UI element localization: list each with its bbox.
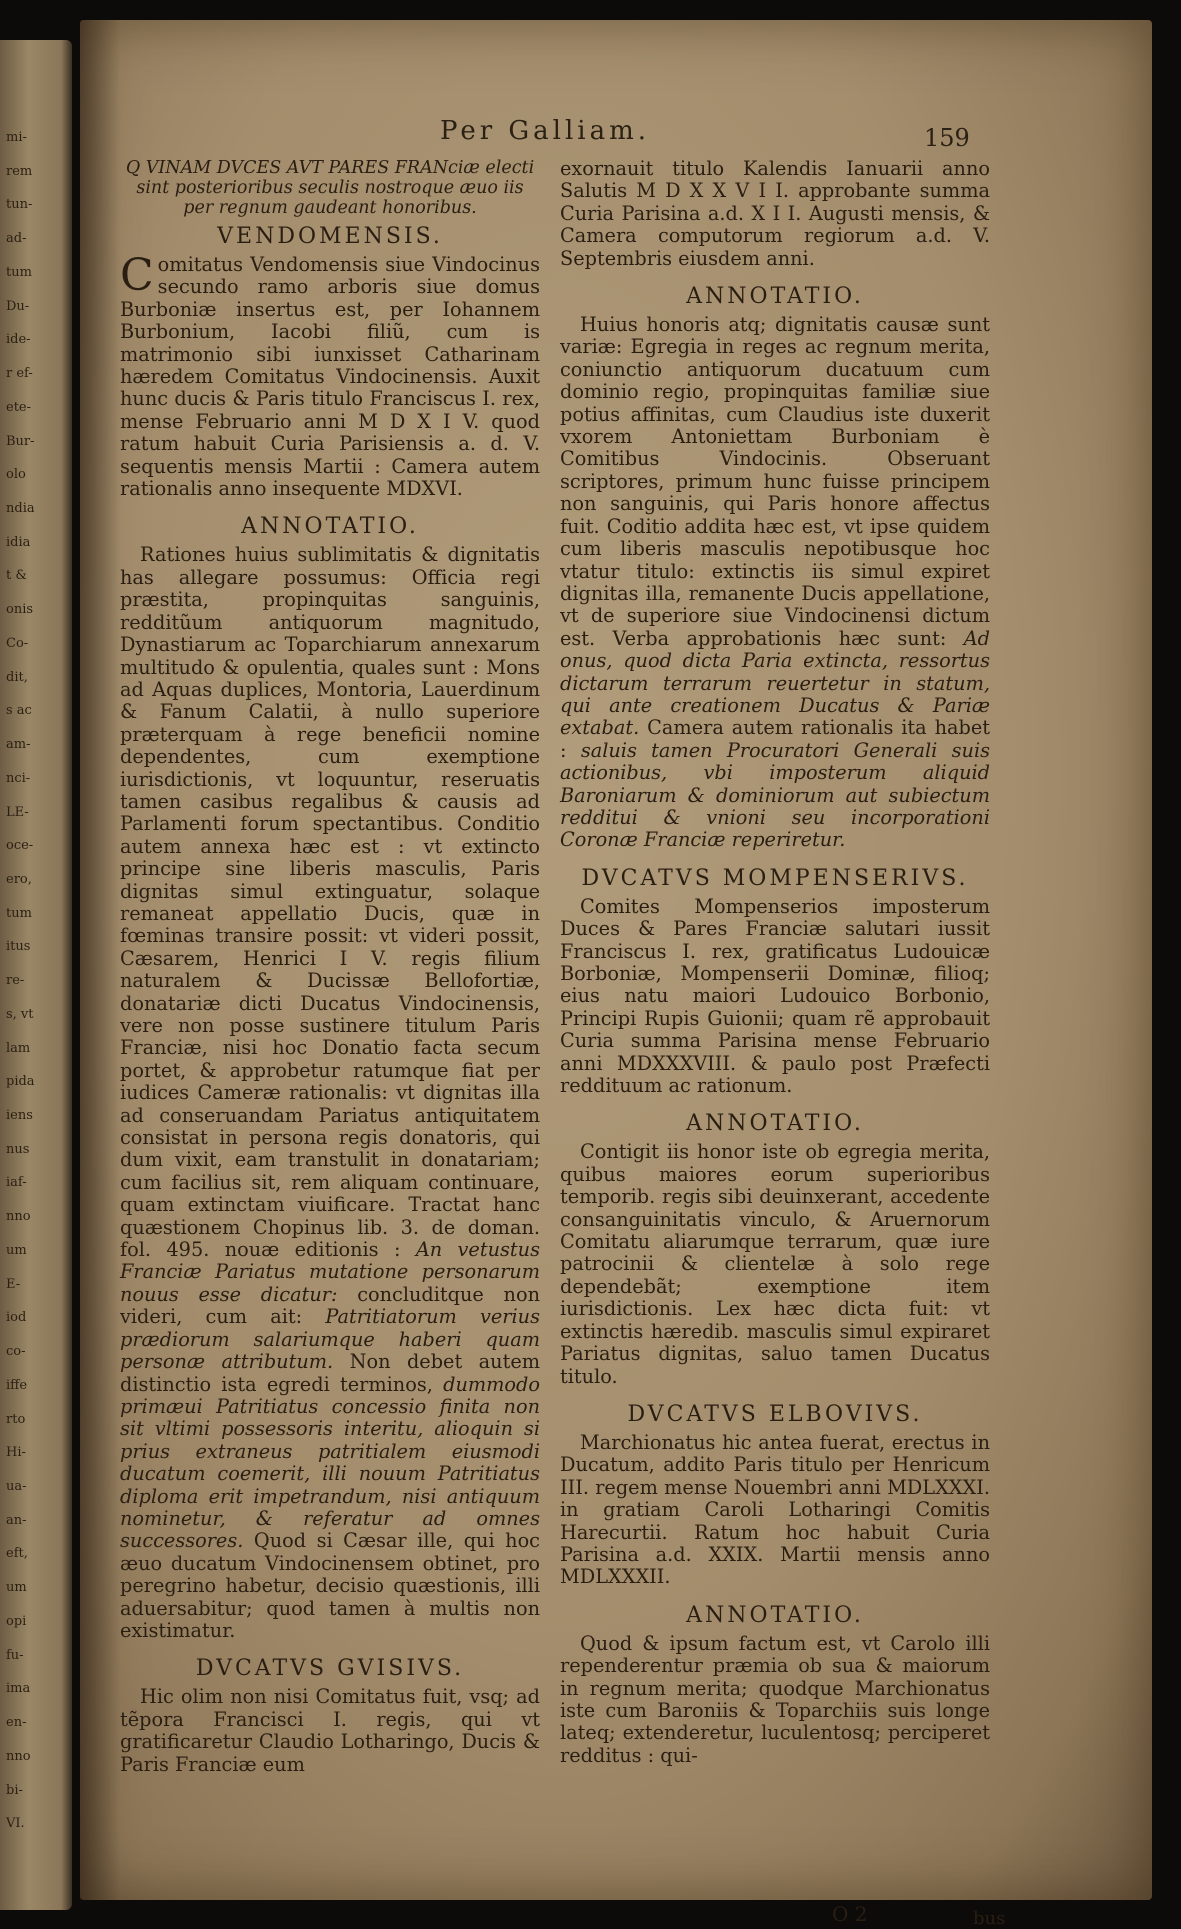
heading-guisius: DVCATVS GVISIVS.	[195, 1656, 465, 1682]
previous-page-fragment: E-	[6, 1276, 21, 1292]
previous-page-fragment: rto	[6, 1411, 26, 1427]
annotatio-paragraph	[560, 314, 990, 852]
vendomensis-paragraph	[120, 250, 540, 501]
previous-page-fragment: Bur-	[6, 433, 35, 449]
previous-page-fragment: re-	[6, 973, 25, 989]
annotatio-text: concluditque non videri, cum ait:	[120, 1282, 540, 1329]
previous-page-fragment: ima	[6, 1681, 31, 1697]
annotatio-heading: ANNOTATIO.	[686, 1602, 864, 1628]
previous-page-fragment: Hi-	[6, 1445, 26, 1461]
previous-page-fragment: tum	[6, 905, 32, 921]
catchword: bus	[973, 1908, 1006, 1929]
previous-page-fragment: tun-	[6, 197, 33, 213]
annotatio-italic-quote: dummodo primæui Patritiatus concessio finita non sit vltimi possessoris interitu, alioquin si prius extraneus patritialem eiusmodi ducatum coemerit, illi nouum Patritiatus diploma erit impetrandum, nisi antiquum nominetur, & referatur ad omnes successores.	[120, 1372, 540, 1553]
page-title: Q VINAM DVCES AVT PARES FRANciæ electi sint posterioribus seculis nostroque æuo iis per regnum gaudeant honoribus.	[125, 158, 535, 218]
previous-page-fragment: LE-	[6, 804, 29, 820]
previous-page-fragment: um	[6, 1242, 27, 1258]
guisius-paragraph: Hic olim non nisi Comitatus fuit, vsq; ad tẽpora Francisci I. regis, qui vt gratificaretur Claudio Lotharingo, Ducis & Paris Franciæ eum	[120, 1685, 540, 1776]
previous-page-fragment: rem	[6, 163, 33, 179]
previous-page-fragment: iod	[6, 1310, 27, 1326]
elbouius-paragraph: Marchionatus hic antea fuerat, erectus in Ducatum, addito Paris titulo per Henricum III. regem mense Nouembri anni MDLXXXI. in gratiam Caroli Lotharingi Comitis Harecurtii. Ratum hoc habuit Curia Parisina a.d. XXIX. Martii mensis anno MDLXXXII.	[560, 1430, 990, 1589]
heading-elbouius: DVCATVS ELBOVIVS.	[627, 1401, 923, 1427]
previous-page-fragment: pida	[6, 1074, 35, 1090]
previous-page-fragment: co-	[6, 1344, 26, 1360]
previous-page-fragment: iens	[6, 1108, 33, 1124]
previous-page-fragment: fu-	[6, 1647, 24, 1663]
previous-page-fragment: olo	[6, 467, 26, 483]
previous-page-fragment: en-	[6, 1715, 27, 1731]
guisius-continued-paragraph: exornauit titulo Kalendis Ianuarii anno Salutis M D X X V I I. approbante summa Curia Parisina a.d. X I I. Augusti mensis, & Camera computorum regiorum a.d. V. Septembris eiusdem anni.	[560, 157, 990, 270]
previous-page-edge	[0, 40, 72, 1910]
previous-page-fragment: opi	[6, 1613, 27, 1629]
signature-mark: O 2	[832, 1902, 868, 1926]
previous-page-fragment: t &	[6, 568, 27, 584]
heading-vendomensis: VENDOMENSIS.	[217, 224, 443, 249]
previous-page-fragment: eft,	[6, 1546, 28, 1562]
previous-page-fragment: nno	[6, 1209, 31, 1225]
previous-page-fragment: ide-	[6, 332, 31, 348]
previous-page-fragment: iaf-	[6, 1175, 27, 1191]
previous-page-fragment: lam	[6, 1040, 31, 1056]
annotatio-heading: ANNOTATIO.	[686, 1111, 864, 1137]
mompenserius-paragraph: Comites Mompenserios imposterum Duces & Pares Franciæ salutari iussit Franciscus I. rex, gratificatus Ludouicæ Borboniæ, Mompenserii Dominæ, filioq; eius natu maiori Ludouico Borbonio, Principi Rupis Guionii; quam rẽ approbauit Curia summa Parisina mense Februario anni MDXXXVIII. & paulo post Præfecti reddituum ac rationum.	[560, 894, 990, 1098]
previous-page-fragment: bi-	[6, 1782, 23, 1798]
previous-page-fragment: VI.	[6, 1816, 25, 1832]
annotatio-paragraph	[120, 544, 540, 1642]
annotatio-italic-quote: Patritiatorum verius prædiorum salariumque haberi quam personæ attributum.	[120, 1305, 540, 1374]
previous-page-fragment: dit,	[6, 669, 28, 685]
previous-page-fragment: r ef-	[6, 366, 33, 382]
previous-page-fragment: oce-	[6, 838, 34, 854]
previous-page-fragment: nus	[6, 1141, 30, 1157]
annotatio-text: Rationes huius sublimitatis & dignitatis has allegare possumus: Officia regi præstita, propinquitas sanguinis, redditũum antiquorum magnitudo, Dynastiarum ac Toparchiarum annexarum multitudo & opulentia, quales sunt : Mons ad Aquas duplices, Montoria, Lauerdinum & Fanum Calatii, à nullo superiore præterquam à rege beneficii nomine dependentes, cum exemptione iurisdictionis, vt loquuntur, reseruatis tamen casibus regalibus & causis ad Parlamenti forum spectantibus. Conditio autem annexa hæc est : vt extincto principe sine liberis masculis, Paris dignitas simul extinguatur, solaque remaneat appellatio Ducis, quæ in fœminas transire possit: vt videri possit, Cæsarem, Henrici I V. regis filium naturalem & Ducissæ Bellofortiæ, donatariæ dicti Ducatus Vindocinensis, vere non posse sustinere titulum Paris Franciæ, nisi hoc Donatio facta secum portet, & approbetur ratumque fiat per iudices Cameræ rationalis: vt dignitas illa ad conseruandam Pariatus antiquitatem consistat in persona regis donatoris, qui dum vixit, eam transtulit in donatariam; cum facilius sit, rem aliquam continuare, quam extinctam viuificare. Tractat hanc quæstionem Chopinus lib. 3. de doman. fol. 495. nouæ editionis :	[120, 543, 540, 1262]
annotatio-text: Non debet autem distinctio ista egredi terminos,	[120, 1350, 541, 1396]
previous-page-fragment: am-	[6, 737, 31, 753]
previous-page-fragment: nno	[6, 1748, 31, 1764]
previous-page-fragment: nci-	[6, 770, 31, 786]
annotatio-heading: ANNOTATIO.	[686, 284, 864, 310]
annotatio-italic-quote: Ad onus, quod dicta Paria extincta, ressortus dictarum terrarum reuertetur in statum, qui ante creationem Ducatus & Pariæ extabat.	[560, 626, 990, 740]
previous-page-fragment: Co-	[6, 635, 29, 651]
annotatio-paragraph: Quod & ipsum factum est, vt Carolo illi rependerentur præmia ob sua & maiorum in regnum merita; quodque Marchionatus iste cum Baroniis & Toparchiis suis longe lateq; extenderetur, luculentosq; perciperet redditus : qui-	[560, 1631, 990, 1767]
previous-page-fragment: idia	[6, 534, 31, 550]
previous-page-fragment: an-	[6, 1512, 27, 1528]
previous-page-fragment: iffe	[6, 1377, 28, 1393]
page-gutter-shadow	[80, 20, 120, 1900]
annotatio-italic-quote: saluis tamen Procuratori Generali suis actionibus, vbi imposterum aliquid Baroniarum & dominiorum aut subiectum redditui & vnioni seu incorporationi Coronæ Franciæ reperiretur.	[560, 738, 991, 852]
annotatio-italic-quote: An vetustus Franciæ Pariatus mutatione personarum nouus esse dicatur:	[120, 1238, 540, 1306]
previous-page-fragment: itus	[6, 939, 31, 955]
annotatio-text: Quod si Cæsar ille, qui hoc æuo ducatum Vindocinensem obtinet, pro peregrino habetur, decisio quæstionis, illi aduersabitur; quod tamen à multis non existimatur.	[120, 1529, 540, 1642]
previous-page-fragment: um	[6, 1580, 27, 1596]
previous-page-fragment: ete-	[6, 399, 32, 415]
previous-page-fragment: tum	[6, 264, 32, 280]
previous-page-fragment: ero,	[6, 871, 32, 887]
previous-page-fragment: ua-	[6, 1479, 27, 1495]
running-head: Per Galliam.	[440, 116, 651, 146]
heading-mompenserius: DVCATVS MOMPENSERIVS.	[581, 865, 969, 891]
book-page	[80, 20, 1152, 1929]
vendomensis-text: omitatus Vendomensis siue Vindocinus secundo ramo arboris siue domus Burboniæ insertus est, per Iohannem Burbonium, Iacobi filiũ, cum is matrimonio sibi iunxisset Catharinam hæredem Comitatus Vindocinensis. Auxit hunc ducis & Paris titulo Franciscus I. rex, mense Februario anni M D X I V. quod ratum habuit Curia Parisiensis a. d. V. sequentis mensis Martii : Camera autem rationalis anno insequente MDXVI.	[120, 253, 540, 501]
previous-page-fragment: ad-	[6, 231, 27, 247]
annotatio-text: Huius honoris atq; dignitatis causæ sunt variæ: Egregia in reges ac regnum merita, coniunctio antiquorum ducatuum cum dominio regio, propinquitas familiæ siue potius affinitas, cum Claudius iste duxerit vxorem Antoniettam Burboniam è Comitibus Vindocinis. Obseruant scriptores, primum hunc fuisse principem non sanguinis, qui Paris honore affectus fuit. Coditio addita hæc est, vt ipse quidem cum liberis masculis nepotibusque hoc vtatur titulo: extinctis iis simul expiret dignitas illa, remanente Ducis appellatione, vt de superiore siue Vindocinensi dictum est. Verba approbationis hæc sunt:	[560, 313, 990, 650]
previous-page-fragment: Du-	[6, 298, 30, 314]
previous-page-fragment: s ac	[6, 703, 32, 719]
previous-page-fragment: s, vt	[6, 1006, 34, 1022]
previous-page-fragment: mi-	[6, 130, 27, 145]
drop-cap: C	[120, 250, 154, 301]
annotatio-heading: ANNOTATIO.	[241, 514, 419, 540]
right-column	[560, 158, 990, 1767]
previous-page-fragment: onis	[6, 602, 34, 618]
annotatio-text: Camera autem rationalis ita habet :	[560, 716, 990, 762]
page-number: 159	[924, 124, 970, 152]
previous-page-fragment: ndia	[6, 500, 35, 516]
annotatio-paragraph: Contigit iis honor iste ob egregia merita, quibus maiores eorum superioribus temporib. regis sibi deuinxerant, accedente consanguinitatis vinculo, & Aruernorum Comitatu aliarumque terrarum, quæ iure patrocinii & clientelæ à solo rege dependebãt; exemptione item iurisdictionis. Lex hæc dicta fuit: vt extinctis hæredib. masculis simul expiraret Pariatus dignitas, saluo tamen Ducatus titulo.	[560, 1140, 990, 1388]
left-column	[120, 158, 540, 1776]
